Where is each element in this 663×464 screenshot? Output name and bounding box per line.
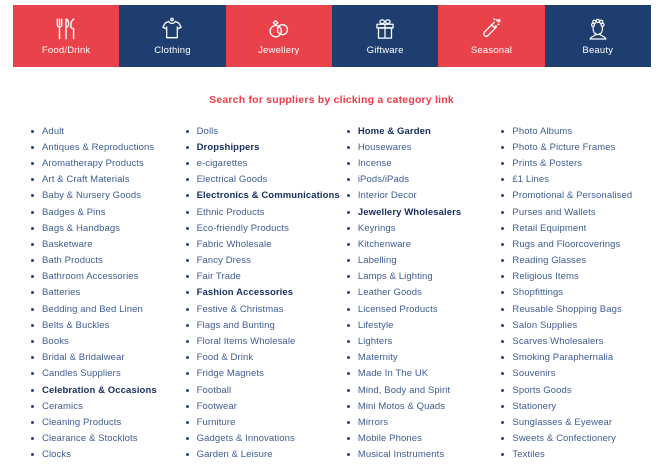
category-link[interactable]: Dropshippers [185,139,340,155]
category-link[interactable]: Football [185,382,340,398]
tab-beauty[interactable] [545,5,651,67]
category-link[interactable]: iPods/iPads [346,172,495,188]
category-link[interactable]: Souvenirs [500,366,649,382]
category-link[interactable]: Salon Supplies [500,317,649,333]
category-link[interactable]: Kitchenware [346,236,495,252]
category-link[interactable]: Purses and Wallets [500,204,649,220]
category-link[interactable]: Bags & Handbags [30,220,179,236]
category-link[interactable]: Mirrors [346,414,495,430]
category-link[interactable]: Basketware [30,236,179,252]
category-link[interactable]: Made In The UK [346,366,495,382]
category-link[interactable]: Aromatherapy Products [30,155,179,171]
category-link[interactable]: Dolls [185,123,340,139]
category-link[interactable]: Housewares [346,139,495,155]
category-link[interactable]: Baby & Nursery Goods [30,188,179,204]
tab-label: Beauty [582,45,614,57]
category-link[interactable]: Fancy Dress [185,253,340,269]
category-link[interactable]: Leather Goods [346,285,495,301]
category-link[interactable]: Electronics & Communications [185,188,340,204]
category-link[interactable]: Floral Items Wholesale [185,333,340,349]
category-tab-bar [13,5,651,67]
category-link[interactable]: Ceramics [30,398,179,414]
category-link[interactable]: Bedding and Bed Linen [30,301,179,317]
category-link[interactable]: Fridge Magnets [185,366,340,382]
category-link[interactable]: Ethnic Products [185,204,340,220]
category-link[interactable]: £1 Lines [500,172,649,188]
rings-icon [266,16,292,42]
category-link[interactable]: Smoking Paraphernalia [500,350,649,366]
category-link[interactable]: Mini Motos & Quads [346,398,495,414]
category-link[interactable]: Sunglasses & Eyewear [500,414,649,430]
tab-label: Food/Drink [41,45,91,57]
category-link[interactable]: Sweets & Confectionery [500,431,649,447]
category-link[interactable]: Food & Drink [185,350,340,366]
category-link[interactable]: Maternity [346,350,495,366]
category-link[interactable]: Bridal & Bridalwear [30,350,179,366]
category-link[interactable]: Religious Items [500,269,649,285]
category-link[interactable]: Art & Craft Materials [30,172,179,188]
category-link[interactable]: Musical Instruments [346,447,495,463]
page-title: Search for suppliers by clicking a category link [209,94,454,106]
category-link[interactable]: Candles Suppliers [30,366,179,382]
category-link[interactable]: Prints & Posters [500,155,649,171]
gift-icon [372,16,398,42]
category-link[interactable]: Incense [346,155,495,171]
tab-clothing[interactable] [119,5,225,67]
tab-label: Giftware [366,45,404,57]
tab-food-drink[interactable] [13,5,119,67]
tab-seasonal[interactable] [438,5,544,67]
tab-giftware[interactable] [332,5,438,67]
category-link[interactable]: Electrical Goods [185,172,340,188]
category-link[interactable]: Photo Albums [500,123,649,139]
category-column-2 [185,123,340,463]
category-link[interactable]: Bathroom Accessories [30,269,179,285]
category-link[interactable]: Home & Garden [346,123,495,139]
category-link[interactable]: Reading Glasses [500,253,649,269]
category-link[interactable]: Fabric Wholesale [185,236,340,252]
category-link[interactable]: Footwear [185,398,340,414]
category-link[interactable]: Mobile Phones [346,431,495,447]
category-link[interactable]: Belts & Buckles [30,317,179,333]
category-link[interactable]: Lighters [346,333,495,349]
category-link[interactable]: Eco-friendly Products [185,220,340,236]
category-link[interactable]: Retail Equipment [500,220,649,236]
category-link[interactable]: Festive & Christmas [185,301,340,317]
tab-label: Seasonal [470,45,513,57]
category-link[interactable]: Books [30,333,179,349]
category-column-3 [346,123,495,463]
category-link[interactable]: Cleaning Products [30,414,179,430]
category-link[interactable]: Garden & Leisure [185,447,340,463]
category-link[interactable]: Lamps & Lighting [346,269,495,285]
category-link[interactable]: Clocks [30,447,179,463]
category-link[interactable]: Celebration & Occasions [30,382,179,398]
category-link[interactable]: Gadgets & Innovations [185,431,340,447]
category-link[interactable]: Promotional & Personalised [500,188,649,204]
category-link[interactable]: Clearance & Stocklots [30,431,179,447]
tshirt-icon [159,16,185,42]
category-link[interactable]: Interior Decor [346,188,495,204]
category-link[interactable]: Rugs and Floorcoverings [500,236,649,252]
cutlery-icon [53,16,79,42]
salon-head-icon [585,16,611,42]
category-column-4 [500,123,649,463]
category-link[interactable]: Lifestyle [346,317,495,333]
category-link[interactable]: Sports Goods [500,382,649,398]
category-link[interactable]: Fashion Accessories [185,285,340,301]
category-link[interactable]: Keyrings [346,220,495,236]
category-link[interactable]: Photo & Picture Frames [500,139,649,155]
category-link[interactable]: Licensed Products [346,301,495,317]
category-link[interactable]: Shopfittings [500,285,649,301]
category-link[interactable]: Badges & Pins [30,204,179,220]
category-link[interactable]: Bath Products [30,253,179,269]
tab-label: Jewellery [258,45,300,57]
category-link[interactable]: Mind, Body and Spirit [346,382,495,398]
category-link[interactable]: Scarves Wholesalers [500,333,649,349]
tab-jewellery[interactable] [226,5,332,67]
category-link[interactable]: Stationery [500,398,649,414]
category-link[interactable]: Batteries [30,285,179,301]
category-link[interactable]: Antiques & Reproductions [30,139,179,155]
category-link[interactable]: Textiles [500,447,649,463]
category-link[interactable]: Jewellery Wholesalers [346,204,495,220]
category-column-1 [30,123,179,463]
category-link[interactable]: Reusable Shopping Bags [500,301,649,317]
category-link[interactable]: Labelling [346,253,495,269]
champagne-icon [478,16,504,42]
category-link-columns [30,123,649,463]
category-link[interactable]: Adult [30,123,179,139]
category-link[interactable]: Flags and Bunting [185,317,340,333]
category-link[interactable]: Furniture [185,414,340,430]
category-link[interactable]: e-cigarettes [185,155,340,171]
category-link[interactable]: Fair Trade [185,269,340,285]
tab-label: Clothing [154,45,191,57]
